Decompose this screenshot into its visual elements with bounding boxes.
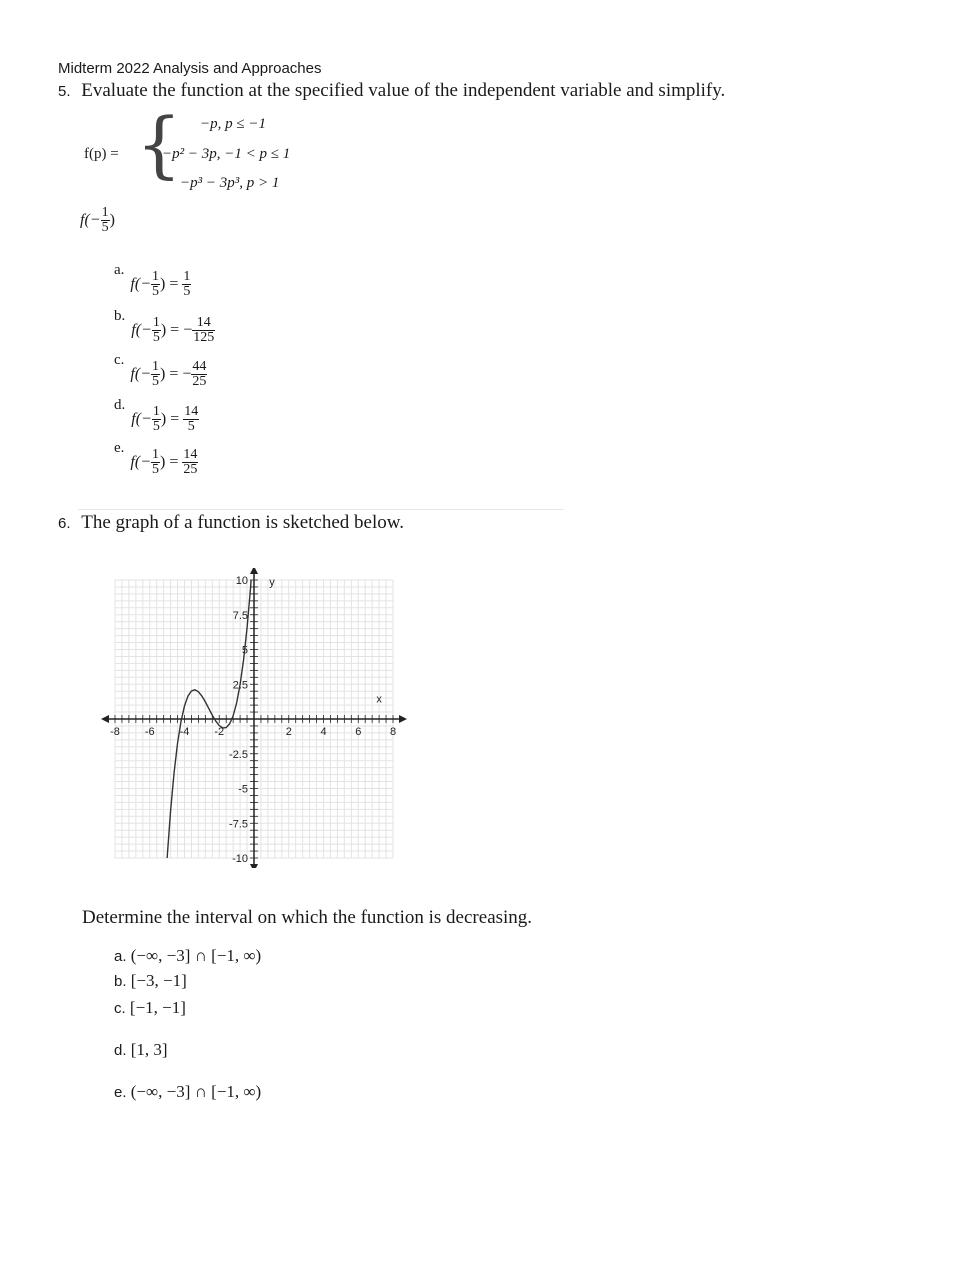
q5-option-4[interactable] [114, 397, 199, 434]
option-letter: c. [114, 1000, 126, 1017]
option-f: f(− [130, 453, 151, 471]
option-sign: − [182, 365, 192, 383]
y-tick-label: 2.5 [232, 679, 248, 692]
x-tick-label: 8 [389, 726, 397, 738]
option-text: [−1, −1] [129, 998, 186, 1017]
option-f: f(− [131, 410, 152, 428]
equals-sign: = [166, 410, 184, 428]
option-sign: − [183, 321, 193, 339]
divider [78, 509, 564, 510]
question-6-number: 6. [58, 515, 71, 532]
page-header: Midterm 2022 Analysis and Approaches [58, 60, 322, 77]
piecewise-brace: { [136, 102, 182, 186]
question-6-prompt [58, 512, 404, 534]
option-letter: c. [114, 352, 125, 368]
option-letter: e. [114, 440, 125, 456]
q6-option-5[interactable] [114, 1082, 261, 1102]
option-close: ) [160, 410, 167, 428]
option-f: f(− [131, 321, 152, 339]
evaluate-expression [80, 206, 115, 235]
q6-option-2[interactable] [114, 971, 187, 991]
option-letter: d. [114, 1042, 127, 1059]
option-text: [1, 3] [130, 1040, 168, 1059]
q6-option-4[interactable] [114, 1040, 168, 1060]
option-close: ) [160, 275, 166, 293]
eval-f: f(− [80, 211, 101, 229]
series-line [167, 568, 275, 858]
q6-option-3[interactable] [114, 998, 186, 1018]
q5-option-5[interactable] [114, 440, 198, 477]
y-tick-label: -7.5 [229, 818, 248, 831]
x-tick-label: 4 [320, 726, 327, 738]
y-tick-label: -10 [232, 853, 248, 865]
question-6-text: The graph of a function is sketched below. [81, 512, 404, 533]
x-tick-label: 6 [355, 726, 362, 738]
piece-3: −p³ − 3p³, p > 1 [180, 175, 280, 191]
option-arg-fraction: $\frac{1}{5}$ [152, 359, 159, 389]
question-5-prompt [58, 80, 725, 102]
x-tick-label: -4 [179, 726, 190, 738]
x-tick-label: -8 [110, 726, 120, 738]
eval-close: ) [109, 211, 115, 229]
y-tick-label: -5 [238, 783, 248, 796]
option-arg-fraction: $\frac{1}{5}$ [152, 447, 159, 477]
question-5-number: 5. [58, 83, 71, 100]
option-letter: d. [114, 397, 126, 413]
equals-sign: = [165, 453, 183, 471]
equals-sign: = [165, 275, 183, 293]
piece-2: −p² − 3p, −1 < p ≤ 1 [162, 146, 291, 162]
question-6-question: Determine the interval on which the function is decreasing. [82, 907, 533, 928]
option-letter: b. [114, 973, 127, 990]
x-tick-label: -6 [144, 726, 155, 738]
x-tick-label: -2 [214, 726, 225, 738]
option-value-fraction: $\frac{14}{125}$ [193, 315, 215, 345]
equals-sign: = [166, 321, 184, 339]
option-letter: a. [114, 948, 127, 965]
equals-sign: = [165, 365, 183, 383]
function-graph [100, 568, 410, 868]
y-axis-arrow-up [250, 568, 258, 574]
option-close: ) [160, 365, 166, 383]
q6-option-1[interactable] [114, 946, 261, 966]
q5-option-2[interactable] [114, 308, 215, 345]
option-f: f(− [130, 275, 151, 293]
q5-option-3[interactable] [114, 352, 207, 389]
option-f: f(− [130, 365, 151, 383]
option-letter: a. [114, 262, 125, 278]
x-axis-arrow-right [399, 715, 407, 723]
y-tick-label: 7.5 [232, 609, 248, 622]
x-axis-label: x [376, 693, 382, 706]
option-value-fraction: $\frac{44}{25}$ [192, 359, 207, 389]
q5-option-1[interactable] [114, 262, 191, 299]
piece-1: −p, p ≤ −1 [200, 116, 266, 132]
option-arg-fraction: $\frac{1}{5}$ [152, 404, 160, 434]
option-value-fraction: $\frac{14}{25}$ [183, 447, 198, 477]
option-close: ) [160, 321, 167, 339]
question-5-text: Evaluate the function at the specified value of the independent variable and simplify. [81, 80, 726, 101]
option-letter: b. [114, 308, 126, 324]
y-axis-label: y [269, 576, 275, 589]
option-text: [−3, −1] [130, 971, 187, 990]
option-value-fraction: $\frac{1}{5}$ [183, 269, 191, 299]
option-arg-fraction: $\frac{1}{5}$ [152, 269, 159, 299]
option-letter: e. [114, 1084, 127, 1101]
option-close: ) [160, 453, 166, 471]
option-value-fraction: $\frac{14}{5}$ [184, 404, 199, 434]
y-tick-label: 5 [241, 644, 248, 657]
option-arg-fraction: $\frac{1}{5}$ [152, 315, 160, 345]
option-text: (−∞, −3] ∩ [−1, ∞) [130, 1082, 262, 1101]
eval-fraction: $\frac{1}{5}$ [101, 205, 109, 235]
y-tick-label: 10 [235, 575, 248, 587]
x-axis-arrow-left [101, 715, 109, 723]
y-tick-label: -2.5 [229, 748, 248, 761]
option-text: (−∞, −3] ∩ [−1, ∞) [130, 946, 262, 965]
y-axis-arrow-down [250, 864, 258, 868]
function-name: f(p) = [84, 146, 119, 162]
x-tick-label: 2 [285, 726, 292, 738]
